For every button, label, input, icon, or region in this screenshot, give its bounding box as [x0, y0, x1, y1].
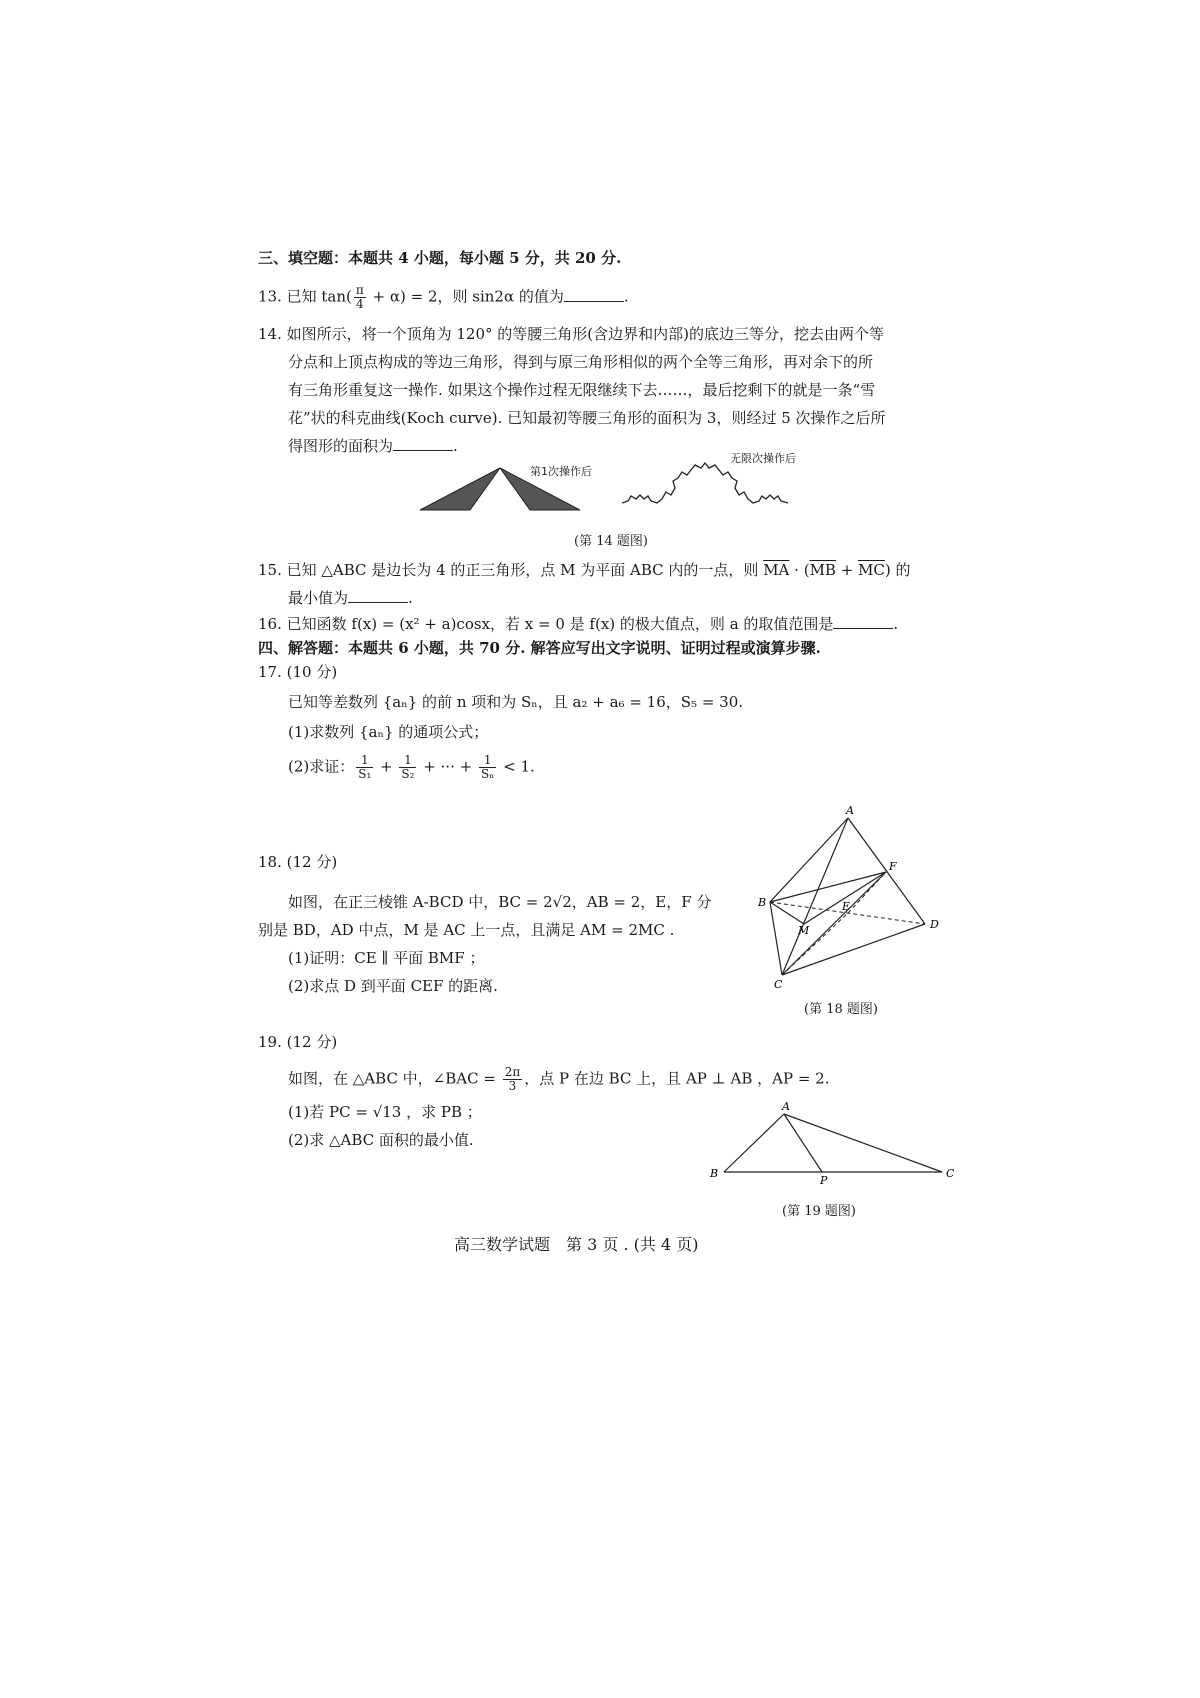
q18-part-2: (2)求点 D 到平面 CEF 的距离.: [288, 977, 498, 995]
q13-end: .: [623, 287, 629, 306]
q14-answer-blank: [393, 436, 453, 451]
q15-line-1-end: ) 的: [884, 561, 911, 579]
q13-pre: 13. 已知 tan(: [258, 287, 352, 306]
q19-stem-pre: 如图，在 △ABC 中，∠BAC =: [288, 1069, 501, 1088]
q18-line-2: 别是 BD，AD 中点，M 是 AC 上一点，且满足 AM = 2MC .: [258, 921, 675, 939]
q17-frac-2-den: S₂: [401, 767, 415, 781]
side-ac: [784, 1114, 942, 1172]
q19-figure-caption: (第 19 题图): [782, 1204, 856, 1219]
koch-first-operation-label: 第1次操作后: [530, 465, 592, 478]
point-label-a: A: [846, 804, 854, 817]
q17-plus: +: [375, 757, 398, 776]
q15-answer-blank: [348, 588, 408, 603]
q19-stem-post: ，点 P 在边 BC 上，且 AP ⊥ AB ，AP = 2.: [524, 1069, 830, 1088]
q19-fraction: [503, 1066, 523, 1093]
q15-line-2: [288, 588, 413, 608]
q17-frac-2: [399, 754, 416, 781]
q14-line-5: [288, 436, 458, 456]
point-label-p: P: [820, 1174, 828, 1187]
edge-ad: [848, 818, 925, 924]
point-label-m: M: [798, 924, 810, 937]
q17-frac-n-den: Sₙ: [480, 767, 495, 781]
q17-part-2-end: < 1.: [498, 757, 535, 776]
tetrahedron-figure: [758, 804, 950, 991]
section-3-heading: 三、填空题：本题共 4 小题，每小题 5 分，共 20 分.: [258, 249, 622, 267]
point-label-c: C: [946, 1167, 955, 1180]
point-label-b: B: [710, 1167, 719, 1180]
q17-frac-n: [479, 754, 496, 781]
q16-end: .: [893, 615, 899, 633]
q17-part-2: [288, 754, 535, 781]
q17-frac-1: [356, 754, 373, 781]
question-13: [258, 284, 629, 311]
q17-part-1: (1)求数列 {aₙ} 的通项公式；: [288, 723, 489, 741]
q13-frac-den: 4: [356, 297, 364, 311]
vector-mb: $\overline{MB}$: [809, 561, 836, 579]
segment-bf: [770, 872, 886, 902]
q16-answer-blank: [833, 614, 893, 629]
point-label-d: D: [930, 918, 939, 931]
q13-post: + α) = 2，则 sin2α 的值为: [367, 287, 564, 306]
q19-frac-num: 2π: [504, 1065, 521, 1079]
q13-answer-blank: [564, 287, 624, 302]
segment-bm: [770, 902, 804, 924]
q19-frac-den: 3: [508, 1079, 517, 1093]
q15-plus: +: [835, 561, 859, 579]
koch-curve-path: [622, 463, 788, 503]
edge-ab: [770, 818, 848, 902]
question-16: [258, 614, 898, 634]
q13-fraction: [354, 284, 366, 311]
q18-header: 18. (12 分): [258, 853, 338, 871]
q14-line-1: 14. 如图所示，将一个顶角为 120° 的等腰三角形(含边界和内部)的底边三等分，挖去由两个等: [258, 325, 884, 343]
q17-header: 17. (10 分): [258, 663, 338, 681]
q13-frac-num: π: [355, 283, 364, 297]
edge-bc: [770, 902, 782, 975]
q19-part-1: (1)若 PC = √13 ，求 PB ；: [288, 1103, 482, 1121]
q14-line-3: 有三角形重复这一操作. 如果这个操作过程无限继续下去……，最后挖剩下的就是一条“雪: [288, 381, 876, 399]
point-label-f: F: [889, 860, 897, 873]
q17-part-2-pre: (2)求证：: [288, 757, 355, 776]
q15-line-2-text: 最小值为: [288, 589, 349, 607]
q19-header: 19. (12 分): [258, 1033, 338, 1051]
q16-text: 16. 已知函数 f(x) = (x² + a)cosx，若 x = 0 是 f(x) 的极大值点，则 a 的取值范围是: [258, 615, 834, 633]
q14-line-5-end: .: [453, 437, 458, 455]
vector-mc: $\overline{MC}$: [858, 561, 885, 579]
point-label-e: E: [842, 900, 851, 913]
q17-frac-1-num: 1: [356, 754, 373, 768]
triangle-abc-figure: [710, 1100, 960, 1187]
q14-line-4: 花”状的科克曲线(Koch curve). 已知最初等腰三角形的面积为 3，则经过 5 次操作之后所: [288, 409, 886, 427]
q14-line-5-text: 得图形的面积为: [288, 437, 394, 455]
section-4-heading: 四、解答题：本题共 6 小题，共 70 分. 解答应写出文字说明、证明过程或演算步骤.: [258, 639, 821, 657]
segment-ap: [784, 1114, 822, 1172]
q18-line-1: 如图，在正三棱锥 A-BCD 中，BC = 2√2，AB = 2，E，F 分: [288, 893, 712, 911]
q19-stem: [288, 1066, 829, 1093]
koch-left-triangle: [420, 468, 500, 510]
q15-line-1: [258, 560, 911, 580]
q17-frac-2-num: 1: [399, 754, 416, 768]
page-footer: 高三数学试题 第 3 页 . (共 4 页): [454, 1235, 699, 1254]
q17-dots: + ··· +: [418, 757, 477, 776]
point-label-a: A: [782, 1100, 790, 1113]
vector-ma: $\overline{MA}$: [763, 561, 790, 579]
q17-frac-n-num: 1: [479, 754, 496, 768]
point-label-c: C: [774, 978, 783, 991]
q19-part-2: (2)求 △ABC 面积的最小值.: [288, 1131, 474, 1149]
q18-figure-caption: (第 18 题图): [804, 1002, 878, 1017]
q17-frac-1-den: S₁: [358, 767, 372, 781]
side-ab: [724, 1114, 784, 1172]
point-label-b: B: [758, 896, 767, 909]
q14-figure-caption: (第 14 题图): [574, 534, 648, 549]
q15-dot: · (: [789, 561, 810, 579]
q15-line-2-end: .: [408, 589, 413, 607]
koch-infinite-operation-label: 无限次操作后: [730, 452, 796, 465]
q15-line-1-pre: 15. 已知 △ABC 是边长为 4 的正三角形，点 M 为平面 ABC 内的一点，则: [258, 561, 764, 579]
q17-stem: 已知等差数列 {aₙ} 的前 n 项和为 Sₙ，且 a₂ + a₆ = 16，S₅ = 30.: [288, 693, 744, 711]
q18-part-1: (1)证明：CE ∥ 平面 BMF ；: [288, 949, 485, 967]
q14-line-2: 分点和上顶点构成的等边三角形，得到与原三角形相似的两个全等三角形，再对余下的所: [288, 353, 874, 371]
